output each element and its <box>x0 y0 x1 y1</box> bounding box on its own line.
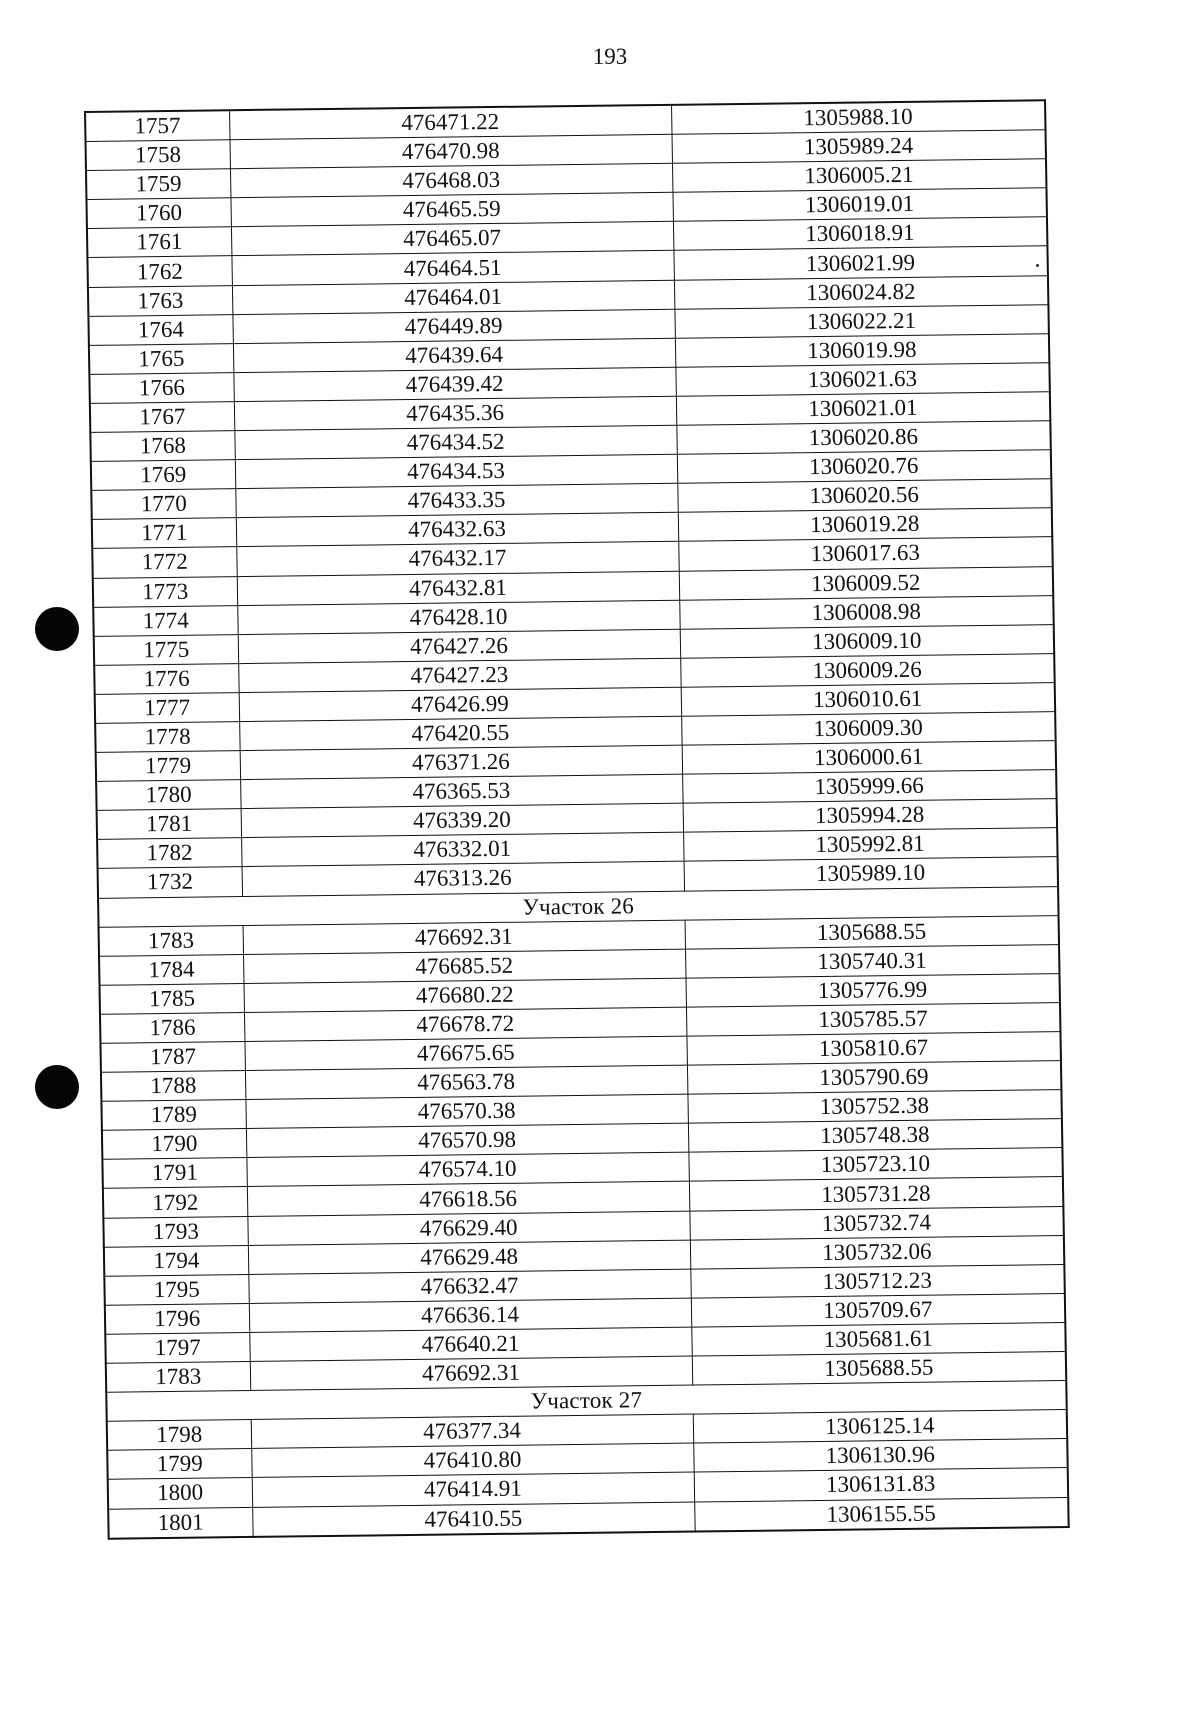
point-number-cell: 1768 <box>90 431 234 462</box>
y-coordinate-cell: 1305688.55 <box>685 915 1059 949</box>
x-coordinate-cell: 476675.65 <box>244 1036 686 1070</box>
x-coordinate-cell: 476680.22 <box>243 978 685 1012</box>
y-coordinate-cell: 1305732.74 <box>689 1206 1063 1240</box>
x-coordinate-cell: 476434.52 <box>234 425 676 459</box>
y-coordinate-cell: 1306024.82 <box>674 275 1048 309</box>
y-coordinate-cell: 1306131.83 <box>694 1468 1068 1502</box>
x-coordinate-cell: 476432.81 <box>237 571 679 605</box>
y-coordinate-cell: 1305785.57 <box>686 1002 1060 1036</box>
x-coordinate-cell: 476464.51 <box>231 251 673 285</box>
y-coordinate-cell: 1305731.28 <box>689 1177 1063 1211</box>
x-coordinate-cell: 476692.31 <box>243 920 685 954</box>
point-number-cell: 1771 <box>92 518 236 549</box>
x-coordinate-cell: 476692.31 <box>250 1356 692 1390</box>
x-coordinate-cell: 476435.36 <box>234 396 676 430</box>
point-number-cell: 1800 <box>108 1478 252 1509</box>
point-number-cell: 1758 <box>86 140 230 171</box>
x-coordinate-cell: 476574.10 <box>246 1152 688 1186</box>
point-number-cell: 1776 <box>94 663 238 694</box>
coordinates-table-body <box>85 100 1069 1538</box>
x-coordinate-cell: 476570.38 <box>245 1094 687 1128</box>
y-coordinate-cell: 1305988.10 <box>671 100 1045 134</box>
point-number-cell: 1772 <box>92 547 236 578</box>
y-coordinate-cell: 1306005.21 <box>672 159 1046 193</box>
x-coordinate-cell: 476471.22 <box>229 105 671 140</box>
point-number-cell: 1766 <box>89 373 233 404</box>
point-number-cell: 1797 <box>105 1332 249 1363</box>
point-number-cell: 1779 <box>96 751 240 782</box>
x-coordinate-cell: 476465.59 <box>230 193 672 227</box>
point-number-cell: 1767 <box>90 402 234 433</box>
point-number-cell: 1783 <box>106 1362 250 1393</box>
y-coordinate-cell: 1306019.28 <box>678 508 1052 542</box>
y-coordinate-cell: 1306155.55 <box>694 1497 1068 1531</box>
point-number-cell: 1798 <box>107 1420 251 1451</box>
x-coordinate-cell: 476640.21 <box>249 1327 691 1361</box>
point-number-cell: 1793 <box>103 1216 247 1247</box>
y-coordinate-cell: 1306009.26 <box>680 653 1054 687</box>
y-coordinate-cell: 1305748.38 <box>688 1119 1062 1153</box>
y-coordinate-cell: 1305723.10 <box>688 1148 1062 1182</box>
x-coordinate-cell: 476439.64 <box>233 338 675 372</box>
point-number-cell: 1778 <box>95 722 239 753</box>
x-coordinate-cell: 476377.34 <box>251 1414 693 1448</box>
x-coordinate-cell: 476365.53 <box>240 774 682 808</box>
point-number-cell: 1789 <box>101 1100 245 1131</box>
y-coordinate-cell: 1306008.98 <box>679 595 1053 629</box>
point-number-cell: 1787 <box>100 1042 244 1073</box>
coordinates-table <box>84 99 1070 1539</box>
x-coordinate-cell: 476410.55 <box>252 1502 694 1537</box>
point-number-cell: 1732 <box>98 867 242 898</box>
point-number-cell: 1777 <box>95 692 239 723</box>
x-coordinate-cell: 476420.55 <box>239 716 681 750</box>
point-number-cell: 1775 <box>94 634 238 665</box>
y-coordinate-cell: 1306021.01 <box>676 392 1050 426</box>
x-coordinate-cell: 476629.48 <box>248 1240 690 1274</box>
y-coordinate-cell: 1306000.61 <box>682 741 1056 775</box>
x-coordinate-cell: 476427.23 <box>238 658 680 692</box>
point-number-cell: 1761 <box>87 227 231 258</box>
x-coordinate-cell: 476449.89 <box>232 309 674 343</box>
x-coordinate-cell: 476470.98 <box>230 134 672 168</box>
y-coordinate-cell: 1306021.99 <box>673 246 1047 280</box>
point-number-cell: 1773 <box>93 576 237 607</box>
y-coordinate-cell: 1305790.69 <box>687 1061 1061 1095</box>
point-number-cell: 1792 <box>103 1187 247 1218</box>
point-number-cell: 1782 <box>97 838 241 869</box>
y-coordinate-cell: 1305810.67 <box>686 1032 1060 1066</box>
y-coordinate-cell: 1305989.24 <box>672 130 1046 164</box>
point-number-cell: 1794 <box>104 1245 248 1276</box>
x-coordinate-cell: 476636.14 <box>249 1298 691 1332</box>
point-number-cell: 1759 <box>86 169 230 200</box>
x-coordinate-cell: 476468.03 <box>230 164 672 198</box>
y-coordinate-cell: 1306009.52 <box>679 566 1053 600</box>
point-number-cell: 1764 <box>88 314 232 345</box>
x-coordinate-cell: 476685.52 <box>243 949 685 983</box>
y-coordinate-cell: 1305776.99 <box>685 973 1059 1007</box>
x-coordinate-cell: 476428.10 <box>237 600 679 634</box>
y-coordinate-cell: 1305709.67 <box>691 1293 1065 1327</box>
point-number-cell: 1781 <box>97 809 241 840</box>
y-coordinate-cell: 1306009.30 <box>681 712 1055 746</box>
y-coordinate-cell: 1306022.21 <box>674 304 1048 338</box>
point-number-cell: 1760 <box>86 198 230 229</box>
y-coordinate-cell: 1306018.91 <box>673 217 1047 251</box>
point-number-cell: 1783 <box>99 925 243 956</box>
punch-hole-mark <box>35 1065 79 1109</box>
x-coordinate-cell: 476465.07 <box>231 222 673 256</box>
x-coordinate-cell: 476433.35 <box>235 483 677 517</box>
y-coordinate-cell: 1306017.63 <box>678 537 1052 571</box>
x-coordinate-cell: 476563.78 <box>245 1065 687 1099</box>
y-coordinate-cell: 1306021.63 <box>675 363 1049 397</box>
point-number-cell: 1790 <box>102 1129 246 1160</box>
x-coordinate-cell: 476313.26 <box>242 862 684 896</box>
y-coordinate-cell: 1305992.81 <box>683 828 1057 862</box>
x-coordinate-cell: 476332.01 <box>241 833 683 867</box>
x-coordinate-cell: 476339.20 <box>241 803 683 837</box>
y-coordinate-cell: 1306019.98 <box>675 333 1049 367</box>
y-coordinate-cell: 1305681.61 <box>691 1322 1065 1356</box>
y-coordinate-cell: 1305999.66 <box>682 770 1056 804</box>
y-coordinate-cell: 1305752.38 <box>687 1090 1061 1124</box>
y-coordinate-cell: 1306020.86 <box>676 421 1050 455</box>
point-number-cell: 1791 <box>102 1158 246 1189</box>
y-coordinate-cell: 1306019.01 <box>672 188 1046 222</box>
x-coordinate-cell: 476464.01 <box>232 280 674 314</box>
y-coordinate-cell: 1306130.96 <box>693 1439 1067 1473</box>
coordinates-table-wrapper <box>84 99 1068 1539</box>
x-coordinate-cell: 476427.26 <box>238 629 680 663</box>
y-coordinate-cell: 1305740.31 <box>685 944 1059 978</box>
y-coordinate-cell: 1305994.28 <box>683 799 1057 833</box>
point-number-cell: 1795 <box>104 1274 248 1305</box>
point-number-cell: 1801 <box>108 1507 252 1538</box>
x-coordinate-cell: 476371.26 <box>240 745 682 779</box>
y-coordinate-cell: 1306009.10 <box>680 624 1054 658</box>
point-number-cell: 1769 <box>91 460 235 491</box>
section-title: Участок 26 <box>98 886 1058 927</box>
x-coordinate-cell: 476410.80 <box>251 1443 693 1477</box>
point-number-cell: 1763 <box>88 285 232 316</box>
y-coordinate-cell: 1305688.55 <box>692 1352 1066 1386</box>
point-number-cell: 1786 <box>100 1012 244 1043</box>
x-coordinate-cell: 476629.40 <box>247 1211 689 1245</box>
point-number-cell: 1770 <box>91 489 235 520</box>
point-number-cell: 1765 <box>89 343 233 374</box>
y-coordinate-cell: 1305712.23 <box>690 1264 1064 1298</box>
x-coordinate-cell: 476439.42 <box>233 367 675 401</box>
y-coordinate-cell: 1306010.61 <box>681 683 1055 717</box>
point-number-cell: 1784 <box>99 954 243 985</box>
x-coordinate-cell: 476434.53 <box>235 454 677 488</box>
point-number-cell: 1788 <box>101 1071 245 1102</box>
y-coordinate-cell: 1305732.06 <box>690 1235 1064 1269</box>
point-number-cell: 1762 <box>87 256 231 287</box>
x-coordinate-cell: 476632.47 <box>248 1269 690 1303</box>
section-title: Участок 27 <box>106 1381 1066 1422</box>
x-coordinate-cell: 476570.98 <box>246 1123 688 1157</box>
y-coordinate-cell: 1306020.76 <box>677 450 1051 484</box>
y-coordinate-cell: 1306020.56 <box>677 479 1051 513</box>
point-number-cell: 1774 <box>93 605 237 636</box>
point-number-cell: 1785 <box>99 983 243 1014</box>
point-number-cell: 1780 <box>96 780 240 811</box>
x-coordinate-cell: 476618.56 <box>247 1182 689 1216</box>
point-number-cell: 1799 <box>107 1449 251 1480</box>
point-number-cell: 1796 <box>105 1303 249 1334</box>
y-coordinate-cell: 1306125.14 <box>693 1410 1067 1444</box>
point-number-cell: 1757 <box>85 110 229 141</box>
x-coordinate-cell: 476432.17 <box>236 542 678 576</box>
x-coordinate-cell: 476678.72 <box>244 1007 686 1041</box>
x-coordinate-cell: 476426.99 <box>239 687 681 721</box>
x-coordinate-cell: 476414.91 <box>252 1472 694 1506</box>
y-coordinate-cell: 1305989.10 <box>684 857 1058 891</box>
punch-hole-mark <box>35 607 79 651</box>
x-coordinate-cell: 476432.63 <box>236 513 678 547</box>
page-number: 193 <box>592 44 628 69</box>
